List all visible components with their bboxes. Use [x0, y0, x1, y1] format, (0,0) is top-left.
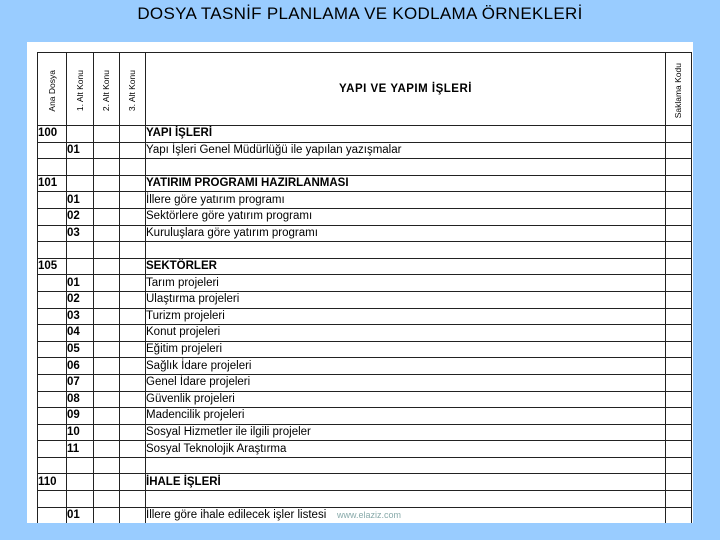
alt-konu-code: 05 — [67, 341, 94, 358]
ana-dosya-code — [38, 457, 67, 474]
alt-konu-code: 01 — [67, 275, 94, 292]
empty-cell — [120, 208, 146, 225]
table-row — [38, 192, 692, 209]
item-description: Yapı İşleri Genel Müdürlüğü ile yapılan yazışmalar — [146, 142, 666, 159]
ana-dosya-code: 105 — [38, 258, 67, 275]
ana-dosya-code — [38, 159, 67, 176]
table-row — [38, 391, 692, 408]
table-row — [38, 358, 692, 375]
alt-konu-code — [67, 126, 94, 143]
empty-cell — [94, 308, 120, 325]
ana-dosya-code — [38, 424, 67, 441]
item-description: İllere göre yatırım programı — [146, 192, 666, 209]
empty-cell — [120, 159, 146, 176]
item-description: Turizm projeleri — [146, 308, 666, 325]
table-row — [38, 258, 692, 275]
table-row — [38, 175, 692, 192]
empty-cell — [120, 308, 146, 325]
table-row — [38, 474, 692, 491]
empty-cell — [94, 175, 120, 192]
item-description: Tarım projeleri — [146, 275, 666, 292]
saklama-kodu-cell — [666, 225, 692, 242]
header-main-title: YAPI VE YAPIM İŞLERİ — [146, 53, 666, 126]
header-alt-konu-3: 3. Alt Konu — [120, 53, 146, 126]
empty-cell — [120, 507, 146, 523]
slide-title: DOSYA TASNİF PLANLAMA VE KODLAMA ÖRNEKLERİ — [137, 4, 583, 23]
saklama-kodu-cell — [666, 242, 692, 259]
ana-dosya-code — [38, 291, 67, 308]
section-heading: YATIRIM PROGRAMI HAZIRLANMASI — [146, 175, 666, 192]
item-description: Sosyal Teknolojik Araştırma — [146, 441, 666, 458]
table-row — [38, 374, 692, 391]
empty-cell — [120, 275, 146, 292]
table-row — [38, 441, 692, 458]
empty-cell — [94, 507, 120, 523]
watermark: www.elaziz.com — [337, 510, 402, 520]
alt-konu-code: 07 — [67, 374, 94, 391]
header-row — [38, 53, 692, 126]
section-heading: İHALE İŞLERİ — [146, 474, 666, 491]
item-description — [146, 242, 666, 259]
table-row — [38, 291, 692, 308]
item-description: Sağlık İdare projeleri — [146, 358, 666, 375]
table-row — [38, 225, 692, 242]
empty-cell — [94, 159, 120, 176]
saklama-kodu-cell — [666, 358, 692, 375]
item-description: Madencilik projeleri — [146, 408, 666, 425]
alt-konu-code: 03 — [67, 308, 94, 325]
empty-cell — [94, 142, 120, 159]
saklama-kodu-cell — [666, 208, 692, 225]
empty-cell — [120, 341, 146, 358]
empty-cell — [120, 225, 146, 242]
ana-dosya-code — [38, 308, 67, 325]
empty-cell — [120, 424, 146, 441]
header-alt-konu-1: 1. Alt Konu — [67, 53, 94, 126]
ana-dosya-code — [38, 491, 67, 508]
empty-cell — [94, 242, 120, 259]
section-heading: SEKTÖRLER — [146, 258, 666, 275]
table-row — [38, 325, 692, 342]
ana-dosya-code — [38, 275, 67, 292]
item-description: Sektörlere göre yatırım programı — [146, 208, 666, 225]
ana-dosya-code: 100 — [38, 126, 67, 143]
empty-cell — [120, 391, 146, 408]
saklama-kodu-cell — [666, 258, 692, 275]
saklama-kodu-cell — [666, 291, 692, 308]
ana-dosya-code — [38, 408, 67, 425]
document-sheet — [27, 42, 693, 523]
empty-cell — [94, 208, 120, 225]
alt-konu-code: 11 — [67, 441, 94, 458]
alt-konu-code — [67, 242, 94, 259]
saklama-kodu-cell — [666, 192, 692, 209]
empty-cell — [120, 491, 146, 508]
saklama-kodu-cell — [666, 126, 692, 143]
saklama-kodu-cell — [666, 142, 692, 159]
table-row — [38, 408, 692, 425]
ana-dosya-code: 101 — [38, 175, 67, 192]
ana-dosya-code — [38, 358, 67, 375]
header-ana-dosya: Ana Dosya — [38, 53, 67, 126]
empty-cell — [120, 374, 146, 391]
item-description — [146, 491, 666, 508]
empty-cell — [120, 457, 146, 474]
empty-cell — [94, 225, 120, 242]
empty-cell — [94, 358, 120, 375]
saklama-kodu-cell — [666, 175, 692, 192]
saklama-kodu-cell — [666, 275, 692, 292]
empty-cell — [94, 441, 120, 458]
empty-cell — [94, 291, 120, 308]
item-description: Konut projeleri — [146, 325, 666, 342]
ana-dosya-code — [38, 441, 67, 458]
item-description: Genel İdare projeleri — [146, 374, 666, 391]
alt-konu-code — [67, 175, 94, 192]
saklama-kodu-cell — [666, 159, 692, 176]
header-alt-konu-2: 2. Alt Konu — [94, 53, 120, 126]
empty-cell — [94, 457, 120, 474]
empty-cell — [120, 358, 146, 375]
item-description: Eğitim projeleri — [146, 341, 666, 358]
ana-dosya-code — [38, 142, 67, 159]
saklama-kodu-cell — [666, 457, 692, 474]
saklama-kodu-cell — [666, 474, 692, 491]
table-row — [38, 159, 692, 176]
empty-cell — [94, 491, 120, 508]
empty-cell — [94, 474, 120, 491]
ana-dosya-code — [38, 208, 67, 225]
saklama-kodu-cell — [666, 424, 692, 441]
table-row — [38, 491, 692, 508]
item-description: Kuruluşlara göre yatırım programı — [146, 225, 666, 242]
alt-konu-code: 09 — [67, 408, 94, 425]
saklama-kodu-cell — [666, 408, 692, 425]
section-heading: YAPI İŞLERİ — [146, 126, 666, 143]
empty-cell — [94, 325, 120, 342]
table-row — [38, 424, 692, 441]
empty-cell — [94, 258, 120, 275]
header-saklama-kodu: Saklama Kodu — [666, 53, 692, 126]
empty-cell — [120, 126, 146, 143]
empty-cell — [120, 291, 146, 308]
alt-konu-code — [67, 159, 94, 176]
saklama-kodu-cell — [666, 441, 692, 458]
item-description — [146, 457, 666, 474]
alt-konu-code: 02 — [67, 208, 94, 225]
alt-konu-code: 01 — [67, 142, 94, 159]
table-row — [38, 457, 692, 474]
saklama-kodu-cell — [666, 491, 692, 508]
ana-dosya-code — [38, 192, 67, 209]
empty-cell — [94, 126, 120, 143]
table-row — [38, 126, 692, 143]
empty-cell — [120, 142, 146, 159]
alt-konu-code: 08 — [67, 391, 94, 408]
ana-dosya-code — [38, 225, 67, 242]
item-description: Güvenlik projeleri — [146, 391, 666, 408]
table-row — [38, 341, 692, 358]
item-description: Ulaştırma projeleri — [146, 291, 666, 308]
table-row — [38, 208, 692, 225]
ana-dosya-code — [38, 242, 67, 259]
alt-konu-code: 01 — [67, 192, 94, 209]
empty-cell — [94, 374, 120, 391]
saklama-kodu-cell — [666, 341, 692, 358]
ana-dosya-code — [38, 341, 67, 358]
classification-table — [37, 52, 692, 523]
empty-cell — [120, 408, 146, 425]
table-row — [38, 142, 692, 159]
alt-konu-code — [67, 258, 94, 275]
saklama-kodu-cell — [666, 391, 692, 408]
empty-cell — [94, 391, 120, 408]
table-row — [38, 275, 692, 292]
saklama-kodu-cell — [666, 374, 692, 391]
saklama-kodu-cell — [666, 507, 692, 523]
empty-cell — [120, 258, 146, 275]
empty-cell — [120, 242, 146, 259]
saklama-kodu-cell — [666, 325, 692, 342]
empty-cell — [94, 275, 120, 292]
alt-konu-code: 01 — [67, 507, 94, 523]
empty-cell — [120, 175, 146, 192]
table-row — [38, 308, 692, 325]
ana-dosya-code — [38, 391, 67, 408]
empty-cell — [120, 441, 146, 458]
item-description: İllere göre ihale edilecek işler listesi — [146, 507, 666, 523]
ana-dosya-code: 110 — [38, 474, 67, 491]
alt-konu-code: 02 — [67, 291, 94, 308]
alt-konu-code: 03 — [67, 225, 94, 242]
empty-cell — [120, 325, 146, 342]
empty-cell — [94, 408, 120, 425]
ana-dosya-code — [38, 507, 67, 523]
item-description — [146, 159, 666, 176]
item-description: Sosyal Hizmetler ile ilgili projeler — [146, 424, 666, 441]
saklama-kodu-cell — [666, 308, 692, 325]
alt-konu-code: 10 — [67, 424, 94, 441]
empty-cell — [120, 474, 146, 491]
alt-konu-code: 06 — [67, 358, 94, 375]
alt-konu-code: 04 — [67, 325, 94, 342]
ana-dosya-code — [38, 325, 67, 342]
empty-cell — [94, 341, 120, 358]
empty-cell — [94, 192, 120, 209]
alt-konu-code — [67, 457, 94, 474]
ana-dosya-code — [38, 374, 67, 391]
alt-konu-code — [67, 474, 94, 491]
alt-konu-code — [67, 491, 94, 508]
empty-cell — [94, 424, 120, 441]
empty-cell — [120, 192, 146, 209]
table-row — [38, 242, 692, 259]
